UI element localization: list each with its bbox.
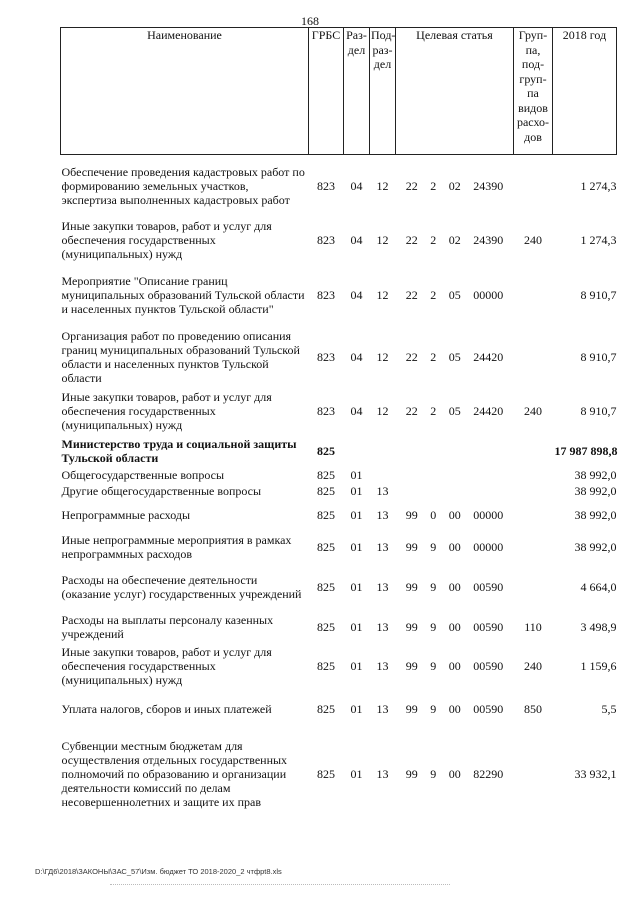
celevaya-part: 22 [405,178,418,193]
row-gruppa [514,264,553,326]
row-razdel: 01 [350,484,363,498]
row-name: Расходы на обеспечение деятельности (оказание услуг) государственных учреждений [61,572,302,601]
celevaya-part: 22 [405,233,418,247]
footer-divider [110,884,450,886]
row-razdel: 01 [350,659,363,673]
row-celevaya [396,264,514,326]
budget-table-wrapper [60,27,616,821]
row-celevaya [396,728,514,821]
row-grbs: 825 [317,619,335,634]
row-sum: 1 274,3 [580,178,617,193]
celevaya-part: 9 [430,539,437,554]
row-grbs: 825 [317,659,335,673]
row-name: Общегосударственные вопросы [61,467,225,482]
row-podrazdel: 13 [376,701,389,716]
row-sum: 8 910,7 [580,404,617,418]
row-podrazdel: 13 [376,619,389,634]
row-grbs: 823 [317,349,335,364]
table-row [61,531,617,563]
celevaya-part: 00 [448,701,461,716]
header-podrazdel: Под- раз- дел [370,28,396,155]
header-razdel: Раз- дел [344,28,370,155]
row-sum: 8 910,7 [580,349,617,364]
file-path-footer: D:\ГД6\2018\ЗАКОНЫ\ЗАС_57\Изм. бюджет ТО 2018-2020_2 чтфрt8.xls [35,867,282,876]
row-razdel: 01 [350,619,363,634]
row-name: Иные закупки товаров, работ и услуг для обеспечения государственных (муниципальных) нужд [61,390,272,432]
table-row [61,264,617,326]
celevaya-part: 2 [430,287,437,302]
celevaya-part: 24420 [473,349,504,364]
row-gruppa [514,326,553,388]
row-name: Иные закупки товаров, работ и услуг для обеспечения государственных (муниципальных) нужд [61,219,272,261]
table-row [61,690,617,728]
celevaya-part: 24390 [473,178,504,193]
row-name: Другие общегосударственные вопросы [61,484,262,498]
row-podrazdel [370,435,396,467]
celevaya-part: 2 [430,178,437,193]
row-celevaya [396,500,514,531]
row-podrazdel: 12 [376,349,389,364]
row-celevaya [396,611,514,643]
row-grbs: 823 [317,287,335,302]
celevaya-part: 2 [430,404,437,418]
celevaya-part: 9 [430,659,437,673]
row-grbs: 825 [317,484,335,498]
table-row [61,217,617,264]
table-header-row [61,28,617,155]
table-row [61,500,617,531]
row-name: Обеспечение проведения кадастровых работ по формированию земельных участков, экспертиза выполненных кадастровых работ [61,164,305,207]
row-podrazdel: 13 [376,579,389,594]
celevaya-part: 2 [430,349,437,364]
row-grbs: 823 [317,233,335,247]
table-row [61,611,617,643]
table-row [61,483,617,500]
row-celevaya [396,155,514,217]
row-sum: 33 932,1 [574,767,617,781]
row-gruppa: 240 [524,659,542,673]
row-grbs: 825 [317,539,335,554]
row-sum: 3 498,9 [580,619,617,634]
row-podrazdel: 13 [376,484,389,498]
header-name: Наименование [61,28,309,155]
celevaya-part: 00 [448,659,461,673]
row-sum: 38 992,0 [574,484,617,498]
celevaya-part: 22 [405,404,418,418]
celevaya-part: 00 [448,508,461,522]
row-razdel: 01 [350,539,363,554]
row-name: Иные закупки товаров, работ и услуг для обеспечения государственных (муниципальных) нужд [61,645,272,687]
row-sum: 1 159,6 [580,659,617,673]
celevaya-part: 9 [430,579,437,594]
table-row [61,643,617,690]
row-celevaya [396,483,514,500]
row-podrazdel: 12 [376,178,389,193]
row-celevaya [396,690,514,728]
celevaya-part: 05 [448,349,461,364]
celevaya-part: 0 [430,508,437,522]
celevaya-part: 99 [405,619,418,634]
celevaya-part: 9 [430,619,437,634]
row-gruppa: 110 [524,619,542,634]
celevaya-part: 00590 [473,659,504,673]
row-name: Организация работ по проведению описания границ муниципальных образований Тульской области и населенных пунктов Тульской области [61,328,300,385]
row-celevaya [396,388,514,435]
row-gruppa: 240 [524,233,542,247]
celevaya-part: 05 [448,404,461,418]
row-grbs: 823 [317,178,335,193]
celevaya-part: 82290 [473,767,504,781]
celevaya-part: 22 [405,287,418,302]
row-celevaya [396,531,514,563]
row-razdel: 01 [350,701,363,716]
row-podrazdel: 12 [376,287,389,302]
header-grbs: ГРБС [309,28,344,155]
row-celevaya [396,643,514,690]
row-gruppa [514,728,553,821]
budget-table [60,27,617,821]
row-grbs: 825 [317,443,335,458]
row-grbs: 825 [317,579,335,594]
row-gruppa [514,531,553,563]
table-row [61,467,617,483]
row-celevaya [396,326,514,388]
celevaya-part: 22 [405,349,418,364]
table-row [61,435,617,467]
row-sum: 38 992,0 [574,539,617,554]
row-razdel: 01 [350,508,363,522]
celevaya-part: 05 [448,287,461,302]
celevaya-part: 00590 [473,701,504,716]
row-podrazdel: 13 [376,539,389,554]
row-podrazdel [370,467,396,483]
celevaya-part: 24420 [473,404,504,418]
celevaya-part: 99 [405,579,418,594]
celevaya-part: 00590 [473,579,504,594]
row-podrazdel: 13 [376,508,389,522]
table-row [61,388,617,435]
row-celevaya [396,435,514,467]
row-razdel [344,435,370,467]
row-razdel: 01 [350,767,363,781]
celevaya-part: 00000 [473,287,504,302]
row-grbs: 825 [317,767,335,781]
celevaya-part: 02 [448,233,461,247]
row-celevaya [396,563,514,611]
row-razdel: 01 [350,579,363,594]
table-body [61,155,617,821]
celevaya-part: 2 [430,233,437,247]
row-name: Расходы на выплаты персоналу казенных учреждений [61,612,274,641]
row-razdel: 04 [350,287,363,302]
celevaya-part: 9 [430,701,437,716]
table-row [61,326,617,388]
row-sum: 17 987 898,8 [554,443,618,458]
row-grbs: 825 [317,701,335,716]
table-row [61,728,617,821]
row-sum: 8 910,7 [580,287,617,302]
row-name: Непрограммные расходы [61,508,191,522]
celevaya-part: 00 [448,767,461,781]
row-grbs: 825 [317,508,335,522]
celevaya-part: 99 [405,701,418,716]
celevaya-part: 00 [448,619,461,634]
celevaya-part: 99 [405,659,418,673]
celevaya-part: 00000 [473,508,504,522]
row-grbs: 825 [317,467,335,482]
row-celevaya [396,217,514,264]
row-podrazdel: 12 [376,404,389,418]
celevaya-part: 9 [430,767,437,781]
row-sum: 4 664,0 [580,579,617,594]
row-name: Уплата налогов, сборов и иных платежей [61,701,272,716]
row-gruppa [514,563,553,611]
row-name: Иные непрограммные мероприятия в рамках непрограммных расходов [61,532,292,561]
row-gruppa [514,500,553,531]
row-podrazdel: 13 [376,767,389,781]
celevaya-part: 00000 [473,539,504,554]
celevaya-part: 00 [448,539,461,554]
row-sum: 38 992,0 [574,508,617,522]
row-sum: 1 274,3 [580,233,617,247]
row-gruppa [514,467,553,483]
row-razdel: 04 [350,233,363,247]
row-name: Субвенции местным бюджетам для осуществления отдельных государственных полномочий по образованию и организации деятельности комиссий по делам несовершеннолетних и защите их прав [61,739,288,809]
row-razdel: 04 [350,349,363,364]
row-name: Мероприятие "Описание границ муниципальных образований Тульской области и населенных пунктов Тульской области" [61,273,305,316]
row-gruppa [514,483,553,500]
row-gruppa: 850 [524,701,542,716]
row-celevaya [396,467,514,483]
row-sum: 5,5 [601,701,617,716]
row-gruppa: 240 [524,404,542,418]
celevaya-part: 99 [405,767,418,781]
header-celevaya: Целевая статья [396,28,514,155]
celevaya-part: 02 [448,178,461,193]
row-name: Министерство труда и социальной защиты Тульской области [61,436,297,465]
row-podrazdel: 13 [376,659,389,673]
row-grbs: 823 [317,404,335,418]
row-sum: 38 992,0 [574,467,617,482]
celevaya-part: 00 [448,579,461,594]
celevaya-part: 00590 [473,619,504,634]
row-gruppa [514,155,553,217]
page-number: 168 [301,14,319,28]
header-year: 2018 год [553,28,617,155]
row-razdel: 04 [350,404,363,418]
header-gruppa: Груп- па, под- груп- па видов расхо- дов [514,28,553,155]
table-row [61,563,617,611]
celevaya-part: 99 [405,539,418,554]
row-razdel: 01 [350,467,363,482]
row-gruppa [514,435,553,467]
row-razdel: 04 [350,178,363,193]
table-row [61,155,617,217]
row-podrazdel: 12 [376,233,389,247]
celevaya-part: 24390 [473,233,504,247]
celevaya-part: 99 [405,508,418,522]
